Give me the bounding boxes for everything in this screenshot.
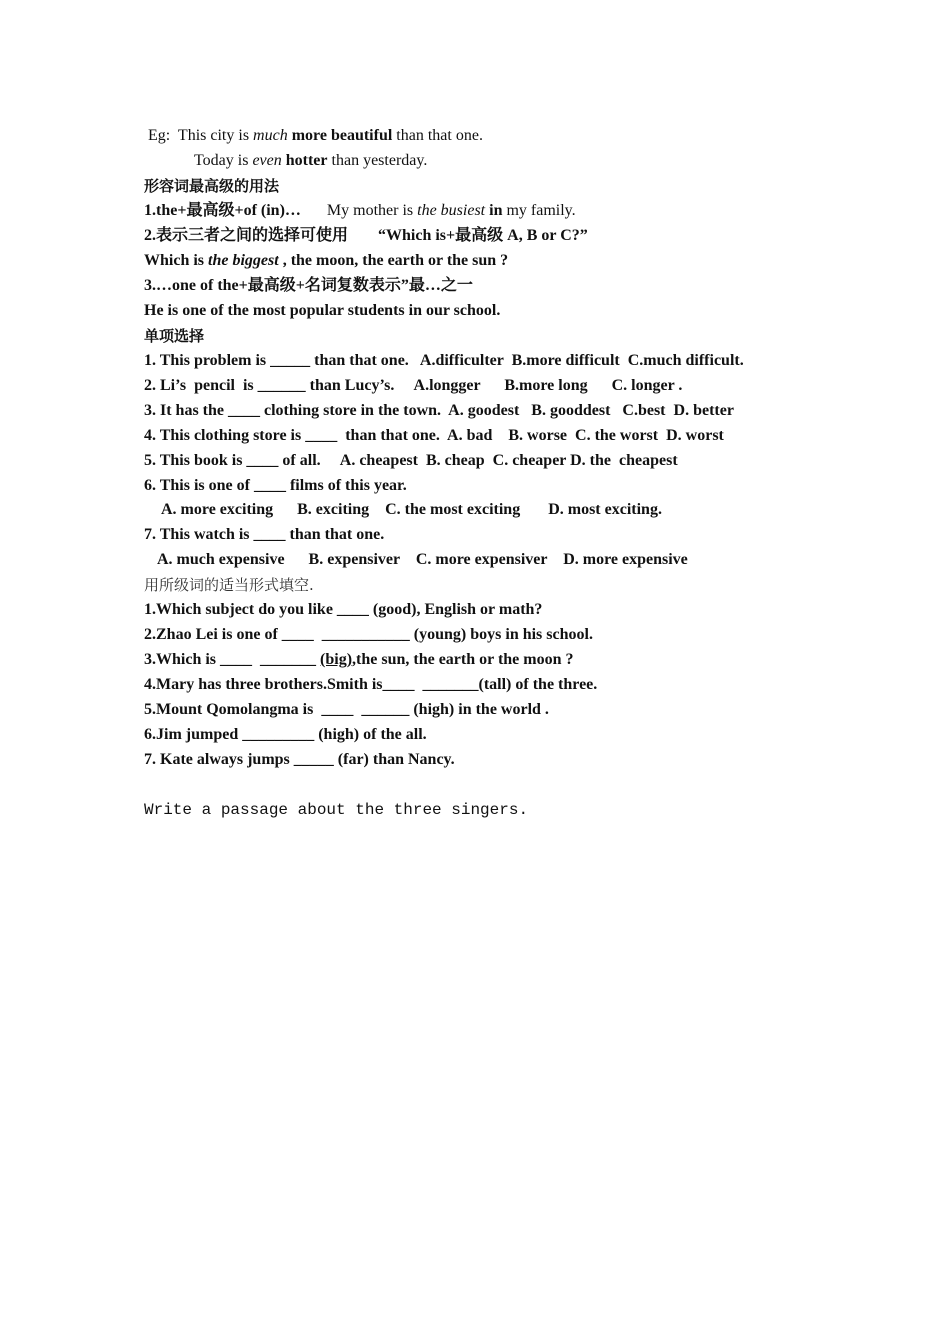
- example-text: even: [252, 152, 282, 169]
- rule-example: in: [485, 202, 503, 219]
- superlative-rule-2: [144, 226, 588, 246]
- example-text: than yesterday.: [327, 152, 428, 169]
- mc-question-5: 5. This book is ____ of all. A. cheapest B. cheap C. cheaper D. the cheapest: [144, 452, 678, 469]
- example-text: much: [253, 127, 288, 144]
- fill-in-question-3: [144, 650, 574, 670]
- fill-in-question-4: 4.Mary has three brothers.Smith is____ _______(tall) of the three.: [144, 676, 598, 693]
- mc-question-2: 2. Li’s pencil is ______ than Lucy’s. A.longger B.more long C. longer .: [144, 377, 683, 394]
- mc-question-7: 7. This watch is ____ than that one.: [144, 526, 385, 543]
- example-text: than that one.: [392, 127, 483, 144]
- rule-example: , the moon, the earth or the sun ?: [278, 252, 509, 269]
- mc-question-6: 6. This is one of ____ films of this year.: [144, 477, 407, 494]
- example-sentence-2: [194, 151, 427, 171]
- rule-example: My mother is: [326, 202, 418, 219]
- rule-label: 1.the+最高级+of (in)…: [144, 202, 301, 219]
- fill-in-heading: 用所级词的适当形式填空.: [144, 576, 314, 594]
- writing-task: Write a passage about the three singers.: [144, 801, 529, 819]
- rule-label: 2.表示三者之间的选择可使用: [144, 227, 349, 244]
- fill-in-question-5: 5.Mount Qomolangma is ____ ______ (high) in the world .: [144, 701, 549, 718]
- mc-question-1: 1. This problem is _____ than that one. A.difficulter B.more difficult C.much difficult.: [144, 352, 744, 369]
- example-text: hotter: [281, 152, 328, 169]
- mc-question-7-options: A. much expensive B. expensiver C. more expensiver D. more expensive: [157, 551, 688, 568]
- rule-example: Which is: [144, 252, 209, 269]
- fill-in-question-1: 1.Which subject do you like ____ (good), English or math?: [144, 601, 543, 618]
- question-text: 3.Which is ____ _______: [144, 651, 321, 668]
- mc-question-3: 3. It has the ____ clothing store in the town. A. goodest B. gooddest C.best D. better: [144, 402, 734, 419]
- mc-question-4: 4. This clothing store is ____ than that one. A. bad B. worse C. the worst D. worst: [144, 427, 724, 444]
- superlative-rule-1: [144, 201, 576, 221]
- rule-example: the biggest: [208, 252, 279, 269]
- rule-example: the busiest: [417, 202, 486, 219]
- rule-example: my family.: [502, 202, 576, 219]
- multiple-choice-heading: 单项选择: [144, 327, 205, 345]
- example-text: Today is: [194, 152, 253, 169]
- example-text: Eg: This city is: [148, 127, 254, 144]
- fill-in-question-2: 2.Zhao Lei is one of ____ ___________ (young) boys in his school.: [144, 626, 593, 643]
- question-text: ,the sun, the earth or the moon ?: [352, 651, 574, 668]
- superlative-rule-3: 3.…one of the+最高级+名词复数表示”最…之一: [144, 277, 473, 294]
- example-sentence-1: [148, 126, 483, 146]
- question-text: (big): [320, 651, 353, 668]
- mc-question-6-options: A. more exciting B. exciting C. the most exciting D. most exciting.: [161, 501, 662, 518]
- fill-in-question-7: 7. Kate always jumps _____ (far) than Nancy.: [144, 751, 455, 768]
- superlative-rule-3-example: He is one of the most popular students in our school.: [144, 302, 501, 319]
- fill-in-question-6: 6.Jim jumped _________ (high) of the all.: [144, 726, 427, 743]
- rule-pattern: “Which is+最高级 A, B or C?”: [378, 227, 588, 244]
- superlative-rule-2-example: [144, 251, 508, 271]
- example-text: more beautiful: [287, 127, 393, 144]
- superlative-heading: 形容词最高级的用法: [144, 177, 280, 195]
